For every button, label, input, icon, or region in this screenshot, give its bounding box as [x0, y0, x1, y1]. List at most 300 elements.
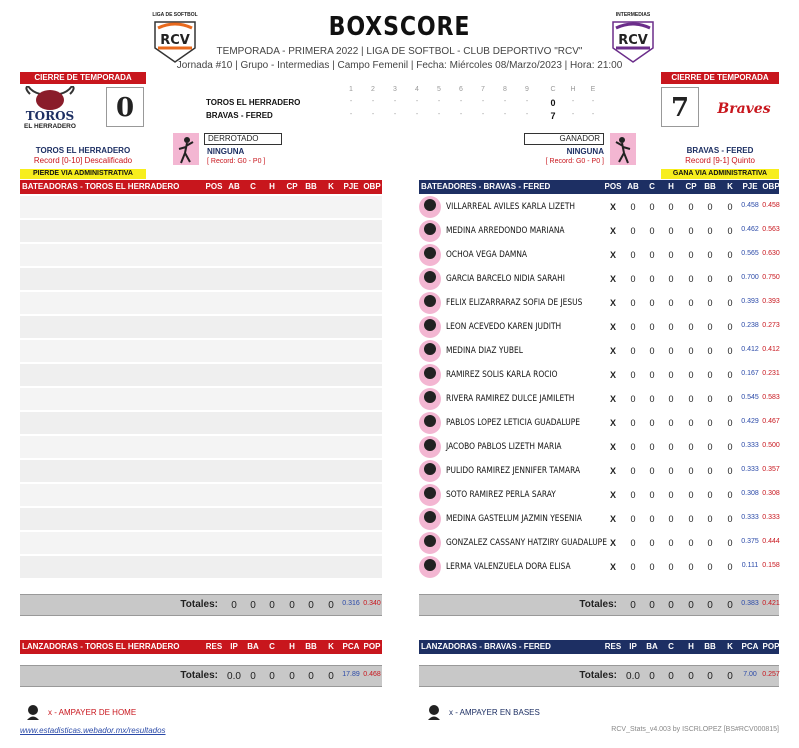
home-logo-sub: EL HERRADERO	[24, 123, 76, 130]
home-pitching-totals-label: Totales:	[180, 670, 218, 681]
stat-c: 0	[649, 322, 655, 332]
table-row	[20, 268, 382, 290]
stat-cp: 0	[688, 538, 694, 548]
stat-pos: X	[609, 538, 616, 548]
column-header: POP	[762, 642, 780, 651]
stat-k: 0	[727, 466, 733, 476]
stat-obp: 0.333	[762, 514, 780, 521]
stat-h: 0	[668, 490, 674, 500]
stat-pje: 0.167	[741, 370, 759, 377]
table-row	[20, 316, 382, 338]
total-value: 0.421	[762, 600, 780, 607]
table-row	[20, 244, 382, 266]
stat-h: 0	[668, 466, 674, 476]
total-value: 0	[707, 671, 713, 682]
stat-c: 0	[649, 490, 655, 500]
player-name: VILLARREAL AVILES KARLA LIZETH	[446, 202, 576, 212]
total-value: 0	[289, 671, 295, 682]
stat-pje: 0.412	[741, 346, 759, 353]
stat-pje: 0.333	[741, 466, 759, 473]
away-result-banner: GANA VIA ADMINISTRATIVA	[661, 169, 779, 179]
total-value: 0	[727, 600, 733, 611]
table-row	[20, 196, 382, 218]
stat-pje: 0.565	[741, 250, 759, 257]
column-header: BB	[704, 182, 716, 191]
inning-header: 8	[503, 86, 507, 93]
stat-cp: 0	[688, 226, 694, 236]
stat-h: 0	[668, 418, 674, 428]
stat-k: 0	[727, 202, 733, 212]
home-result-banner: PIERDE VIA ADMINISTRATIVA	[20, 169, 146, 179]
player-name: SOTO RAMIREZ PERLA SARAY	[446, 490, 556, 500]
rhe-c: 0	[550, 98, 556, 108]
stat-bb: 0	[707, 490, 713, 500]
stat-ab: 0	[630, 562, 636, 572]
stat-h: 0	[668, 442, 674, 452]
stat-c: 0	[649, 226, 655, 236]
total-value: 0	[250, 600, 256, 611]
inning-run: -	[481, 98, 485, 105]
winner-name: NINGUNA	[566, 147, 604, 156]
stat-c: 0	[649, 514, 655, 524]
inning-run: -	[503, 98, 507, 105]
table-row	[419, 484, 779, 506]
home-team-record: Record [0-10] Descalificado	[33, 156, 133, 165]
column-header: PJE	[742, 182, 758, 191]
stat-pos: X	[609, 226, 616, 236]
stat-c: 0	[649, 274, 655, 284]
table-row	[419, 556, 779, 578]
player-name: MEDINA GASTELUM JAZMIN YESENIA	[446, 514, 582, 524]
loser-label: DERROTADO	[204, 133, 282, 145]
total-value: 0	[688, 671, 694, 682]
total-value: 0	[707, 600, 713, 611]
stat-pje: 0.458	[741, 202, 759, 209]
inning-run: -	[459, 98, 463, 105]
player-avatar-icon	[419, 220, 441, 242]
stat-pje: 0.700	[741, 274, 759, 281]
inning-header: 9	[525, 86, 529, 93]
column-header: POS	[205, 182, 223, 191]
total-value: 0	[630, 600, 636, 611]
inning-run: -	[415, 111, 419, 118]
total-value: 17.89	[342, 671, 360, 678]
home-batting-totals	[20, 594, 382, 616]
player-avatar-icon	[419, 484, 441, 506]
logo-left-caption: LIGA DE SOFTBOL	[152, 12, 198, 18]
player-name: FELIX ELIZARRARAZ SOFIA DE JESUS	[446, 298, 583, 308]
stat-pos: X	[609, 394, 616, 404]
stat-pje: 0.545	[741, 394, 759, 401]
stat-h: 0	[668, 538, 674, 548]
total-value: 0	[328, 671, 334, 682]
loser-record: [ Record: G0 - P0 ]	[207, 158, 266, 165]
loser-name: NINGUNA	[207, 147, 245, 156]
player-name: JACOBO PABLOS LIZETH MARIA	[446, 442, 562, 452]
table-row	[20, 532, 382, 554]
home-team-logo	[20, 86, 80, 132]
logo-right-caption: INTERMEDIAS	[615, 12, 651, 18]
table-row	[20, 340, 382, 362]
player-name: LEON ACEVEDO KAREN JUDITH	[446, 322, 562, 332]
table-row	[20, 292, 382, 314]
player-name: GARCIA BARCELO NIDIA SARAHI	[446, 274, 565, 284]
player-avatar-icon	[419, 268, 441, 290]
stat-c: 0	[649, 394, 655, 404]
table-row	[419, 388, 779, 410]
stat-bb: 0	[707, 538, 713, 548]
total-value: 0	[308, 671, 314, 682]
table-row	[20, 556, 382, 578]
linescore-team-2: BRAVAS - FERED	[206, 111, 273, 120]
stat-bb: 0	[707, 418, 713, 428]
stat-pje: 0.333	[741, 442, 759, 449]
table-row	[20, 436, 382, 458]
stat-obp: 0.444	[762, 538, 780, 545]
home-pitching-header	[20, 640, 382, 654]
column-header: RES	[205, 642, 223, 651]
away-logo-text: Braves	[717, 101, 771, 117]
stat-ab: 0	[630, 250, 636, 260]
table-row	[419, 532, 779, 554]
stat-ab: 0	[630, 466, 636, 476]
stat-k: 0	[727, 562, 733, 572]
player-name: PABLOS LOPEZ LETICIA GUADALUPE	[446, 418, 580, 428]
player-avatar-icon	[419, 364, 441, 386]
player-avatar-icon	[419, 436, 441, 458]
rhe-header: E	[590, 86, 596, 93]
stat-h: 0	[668, 202, 674, 212]
inning-header: 1	[349, 86, 353, 93]
column-header: PCA	[741, 642, 759, 651]
stat-c: 0	[649, 562, 655, 572]
table-row	[20, 460, 382, 482]
stat-h: 0	[668, 226, 674, 236]
stat-c: 0	[649, 442, 655, 452]
table-row	[419, 292, 779, 314]
stat-c: 0	[649, 370, 655, 380]
stat-obp: 0.231	[762, 370, 780, 377]
inning-header: 5	[437, 86, 441, 93]
column-header: POS	[604, 182, 622, 191]
rhe-h: -	[571, 111, 575, 118]
player-name: MEDINA DIAZ YUBEL	[446, 346, 523, 356]
inning-header: 4	[415, 86, 419, 93]
inning-run: -	[415, 98, 419, 105]
player-name: LERMA VALENZUELA DORA ELISA	[446, 562, 571, 572]
table-row	[419, 220, 779, 242]
home-batting-totals-label: Totales:	[180, 599, 218, 610]
stat-bb: 0	[707, 442, 713, 452]
stat-k: 0	[727, 490, 733, 500]
player-name: PULIDO RAMIREZ JENNIFER TAMARA	[446, 466, 581, 476]
home-team-info	[20, 146, 146, 165]
table-row	[419, 460, 779, 482]
inning-header: 2	[371, 86, 375, 93]
stat-pos: X	[609, 346, 616, 356]
inning-run: -	[525, 111, 529, 118]
stat-obp: 0.500	[762, 442, 780, 449]
logo-left-text: RCV	[160, 33, 190, 48]
results-link[interactable]: www.estadisticas.webador.mx/resultados	[20, 726, 166, 735]
stat-pos: X	[609, 370, 616, 380]
column-header: H	[269, 182, 275, 191]
stat-cp: 0	[688, 346, 694, 356]
stat-pos: X	[609, 274, 616, 284]
stat-cp: 0	[688, 298, 694, 308]
stat-k: 0	[727, 346, 733, 356]
total-value: 0	[269, 671, 275, 682]
player-avatar-icon	[419, 244, 441, 266]
stat-ab: 0	[630, 322, 636, 332]
stat-ab: 0	[630, 538, 636, 548]
column-header: BB	[305, 182, 317, 191]
stat-pos: X	[609, 442, 616, 452]
stat-cp: 0	[688, 274, 694, 284]
stat-h: 0	[668, 274, 674, 284]
pitcher-silhouette-icon	[173, 133, 199, 165]
total-value: 0	[250, 671, 256, 682]
column-header: K	[727, 642, 733, 651]
stat-obp: 0.458	[762, 202, 780, 209]
stat-pje: 0.111	[741, 562, 759, 569]
column-header: K	[328, 182, 334, 191]
stat-k: 0	[727, 514, 733, 524]
stat-pje: 0.462	[741, 226, 759, 233]
stat-pos: X	[609, 202, 616, 212]
stat-obp: 0.357	[762, 466, 780, 473]
column-header: AB	[627, 182, 639, 191]
page-title: BOXSCORE	[328, 12, 471, 42]
player-name: OCHOA VEGA DAMNA	[446, 250, 528, 260]
total-value: 0	[727, 671, 733, 682]
inning-run: -	[459, 111, 463, 118]
stat-cp: 0	[688, 466, 694, 476]
inning-header: 7	[481, 86, 485, 93]
stat-ab: 0	[630, 226, 636, 236]
winner-label: GANADOR	[524, 133, 604, 145]
stat-obp: 0.467	[762, 418, 780, 425]
stat-ab: 0	[630, 202, 636, 212]
stat-obp: 0.583	[762, 394, 780, 401]
stat-obp: 0.750	[762, 274, 780, 281]
stat-k: 0	[727, 322, 733, 332]
away-batting-header	[419, 180, 779, 194]
total-value: 0	[328, 600, 334, 611]
stat-k: 0	[727, 370, 733, 380]
stat-h: 0	[668, 394, 674, 404]
inning-run: -	[481, 111, 485, 118]
stat-h: 0	[668, 298, 674, 308]
home-pitching-title: LANZADORAS - TOROS EL HERRADERO	[22, 642, 180, 651]
inning-run: -	[371, 111, 375, 118]
inning-run: -	[371, 98, 375, 105]
stat-k: 0	[727, 250, 733, 260]
total-value: 0	[649, 671, 655, 682]
stat-pos: X	[609, 418, 616, 428]
total-value: 0.0	[626, 671, 640, 682]
home-batting-header	[20, 180, 382, 194]
column-header: K	[727, 182, 733, 191]
stat-pos: X	[609, 298, 616, 308]
inning-run: -	[349, 98, 353, 105]
away-team-record: Record [9-1] Quinto	[685, 156, 755, 165]
inning-run: -	[393, 98, 397, 105]
stat-obp: 0.273	[762, 322, 780, 329]
stat-obp: 0.630	[762, 250, 780, 257]
stat-ab: 0	[630, 346, 636, 356]
home-team-name: TOROS EL HERRADERO	[35, 146, 131, 155]
column-header: BB	[305, 642, 317, 651]
stat-h: 0	[668, 346, 674, 356]
stat-bb: 0	[707, 514, 713, 524]
stat-h: 0	[668, 322, 674, 332]
stat-h: 0	[668, 250, 674, 260]
umpire-home-icon	[26, 704, 40, 720]
home-score: 0	[106, 87, 144, 127]
column-header: CP	[286, 182, 298, 191]
away-batting-totals-label: Totales:	[579, 599, 617, 610]
total-value: 0.340	[363, 600, 381, 607]
player-avatar-icon	[419, 196, 441, 218]
table-row	[419, 364, 779, 386]
stat-k: 0	[727, 394, 733, 404]
umpire-bases-label: x - AMPAYER EN BASES	[449, 708, 540, 717]
stat-obp: 0.158	[762, 562, 780, 569]
stat-cp: 0	[688, 490, 694, 500]
stat-obp: 0.393	[762, 298, 780, 305]
stat-c: 0	[649, 466, 655, 476]
stat-pje: 0.333	[741, 514, 759, 521]
winner-pitcher	[610, 133, 636, 170]
away-pitching-title: LANZADORAS - BRAVAS - FERED	[421, 642, 551, 651]
total-value: 0.468	[363, 671, 381, 678]
player-name: GONZALEZ CASSANY HATZIRY GUADALUPE	[446, 538, 607, 548]
away-batting-title: BATEADORES - BRAVAS - FERED	[421, 182, 551, 191]
away-team-logo	[712, 92, 776, 126]
stat-obp: 0.563	[762, 226, 780, 233]
column-header: H	[668, 182, 674, 191]
away-pitching-header	[419, 640, 779, 654]
table-row	[20, 364, 382, 386]
total-value: 0	[668, 671, 674, 682]
player-name: RIVERA RAMIREZ DULCE JAMILETH	[446, 394, 575, 404]
credit-line: RCV_Stats_v4.003 by ISCRLOPEZ [BS#RCV000815]	[611, 726, 779, 733]
table-row	[419, 412, 779, 434]
rhe-e: -	[591, 111, 595, 118]
season-line: TEMPORADA - PRIMERA 2022 | LIGA DE SOFTBOL - CLUB DEPORTIVO "RCV"	[216, 46, 583, 57]
stat-obp: 0.308	[762, 490, 780, 497]
total-value: 0.0	[227, 671, 241, 682]
linescore-team-1: TOROS EL HERRADERO	[206, 98, 301, 107]
logo-right-text: RCV	[618, 33, 648, 48]
rhe-header: C	[550, 86, 556, 93]
stat-ab: 0	[630, 442, 636, 452]
stat-ab: 0	[630, 394, 636, 404]
stat-pos: X	[609, 490, 616, 500]
stat-ab: 0	[630, 298, 636, 308]
stat-c: 0	[649, 250, 655, 260]
stat-pos: X	[609, 514, 616, 524]
stat-pos: X	[609, 466, 616, 476]
winner-record: [ Record: G0 - P0 ]	[545, 158, 604, 165]
stat-bb: 0	[707, 202, 713, 212]
stat-h: 0	[668, 370, 674, 380]
inning-run: -	[349, 111, 353, 118]
stat-k: 0	[727, 226, 733, 236]
player-avatar-icon	[419, 460, 441, 482]
total-value: 0	[308, 600, 314, 611]
column-header: BB	[704, 642, 716, 651]
table-row	[419, 508, 779, 530]
stat-bb: 0	[707, 370, 713, 380]
table-row	[20, 220, 382, 242]
stat-ab: 0	[630, 490, 636, 500]
inning-run: -	[437, 111, 441, 118]
stat-c: 0	[649, 418, 655, 428]
away-team-name: BRAVAS - FERED	[686, 146, 754, 155]
inning-run: -	[393, 111, 397, 118]
column-header: POP	[363, 642, 381, 651]
stat-k: 0	[727, 298, 733, 308]
stat-h: 0	[668, 514, 674, 524]
player-avatar-icon	[419, 412, 441, 434]
stat-cp: 0	[688, 370, 694, 380]
stat-bb: 0	[707, 346, 713, 356]
stat-ab: 0	[630, 370, 636, 380]
home-batting-title: BATEADORAS - TOROS EL HERRADERO	[22, 182, 180, 191]
stat-bb: 0	[707, 250, 713, 260]
stat-pos: X	[609, 322, 616, 332]
column-header: K	[328, 642, 334, 651]
stat-cp: 0	[688, 442, 694, 452]
umpire-bases-icon	[427, 704, 441, 720]
stat-bb: 0	[707, 562, 713, 572]
player-avatar-icon	[419, 508, 441, 530]
stat-cp: 0	[688, 322, 694, 332]
stat-cp: 0	[688, 562, 694, 572]
table-row	[419, 340, 779, 362]
column-header: C	[649, 182, 655, 191]
column-header: C	[250, 182, 256, 191]
player-avatar-icon	[419, 292, 441, 314]
away-season-banner: CIERRE DE TEMPORADA	[661, 72, 779, 84]
stat-cp: 0	[688, 514, 694, 524]
away-team-info	[661, 146, 779, 165]
stat-bb: 0	[707, 226, 713, 236]
loser-pitcher	[173, 133, 199, 170]
stat-obp: 0.412	[762, 346, 780, 353]
column-header: IP	[629, 642, 637, 651]
stat-pje: 0.375	[741, 538, 759, 545]
total-value: 0	[688, 600, 694, 611]
stat-k: 0	[727, 274, 733, 284]
table-row	[20, 388, 382, 410]
stat-bb: 0	[707, 274, 713, 284]
column-header: BA	[646, 642, 658, 651]
rhe-e: -	[591, 98, 595, 105]
inning-header: 6	[459, 86, 463, 93]
column-header: C	[668, 642, 674, 651]
stat-cp: 0	[688, 202, 694, 212]
player-name: RAMIREZ SOLIS KARLA ROCIO	[446, 370, 558, 380]
stat-c: 0	[649, 538, 655, 548]
total-value: 0	[289, 600, 295, 611]
home-logo-text: TOROS	[25, 109, 75, 123]
column-header: H	[688, 642, 694, 651]
column-header: PJE	[343, 182, 359, 191]
stat-k: 0	[727, 442, 733, 452]
